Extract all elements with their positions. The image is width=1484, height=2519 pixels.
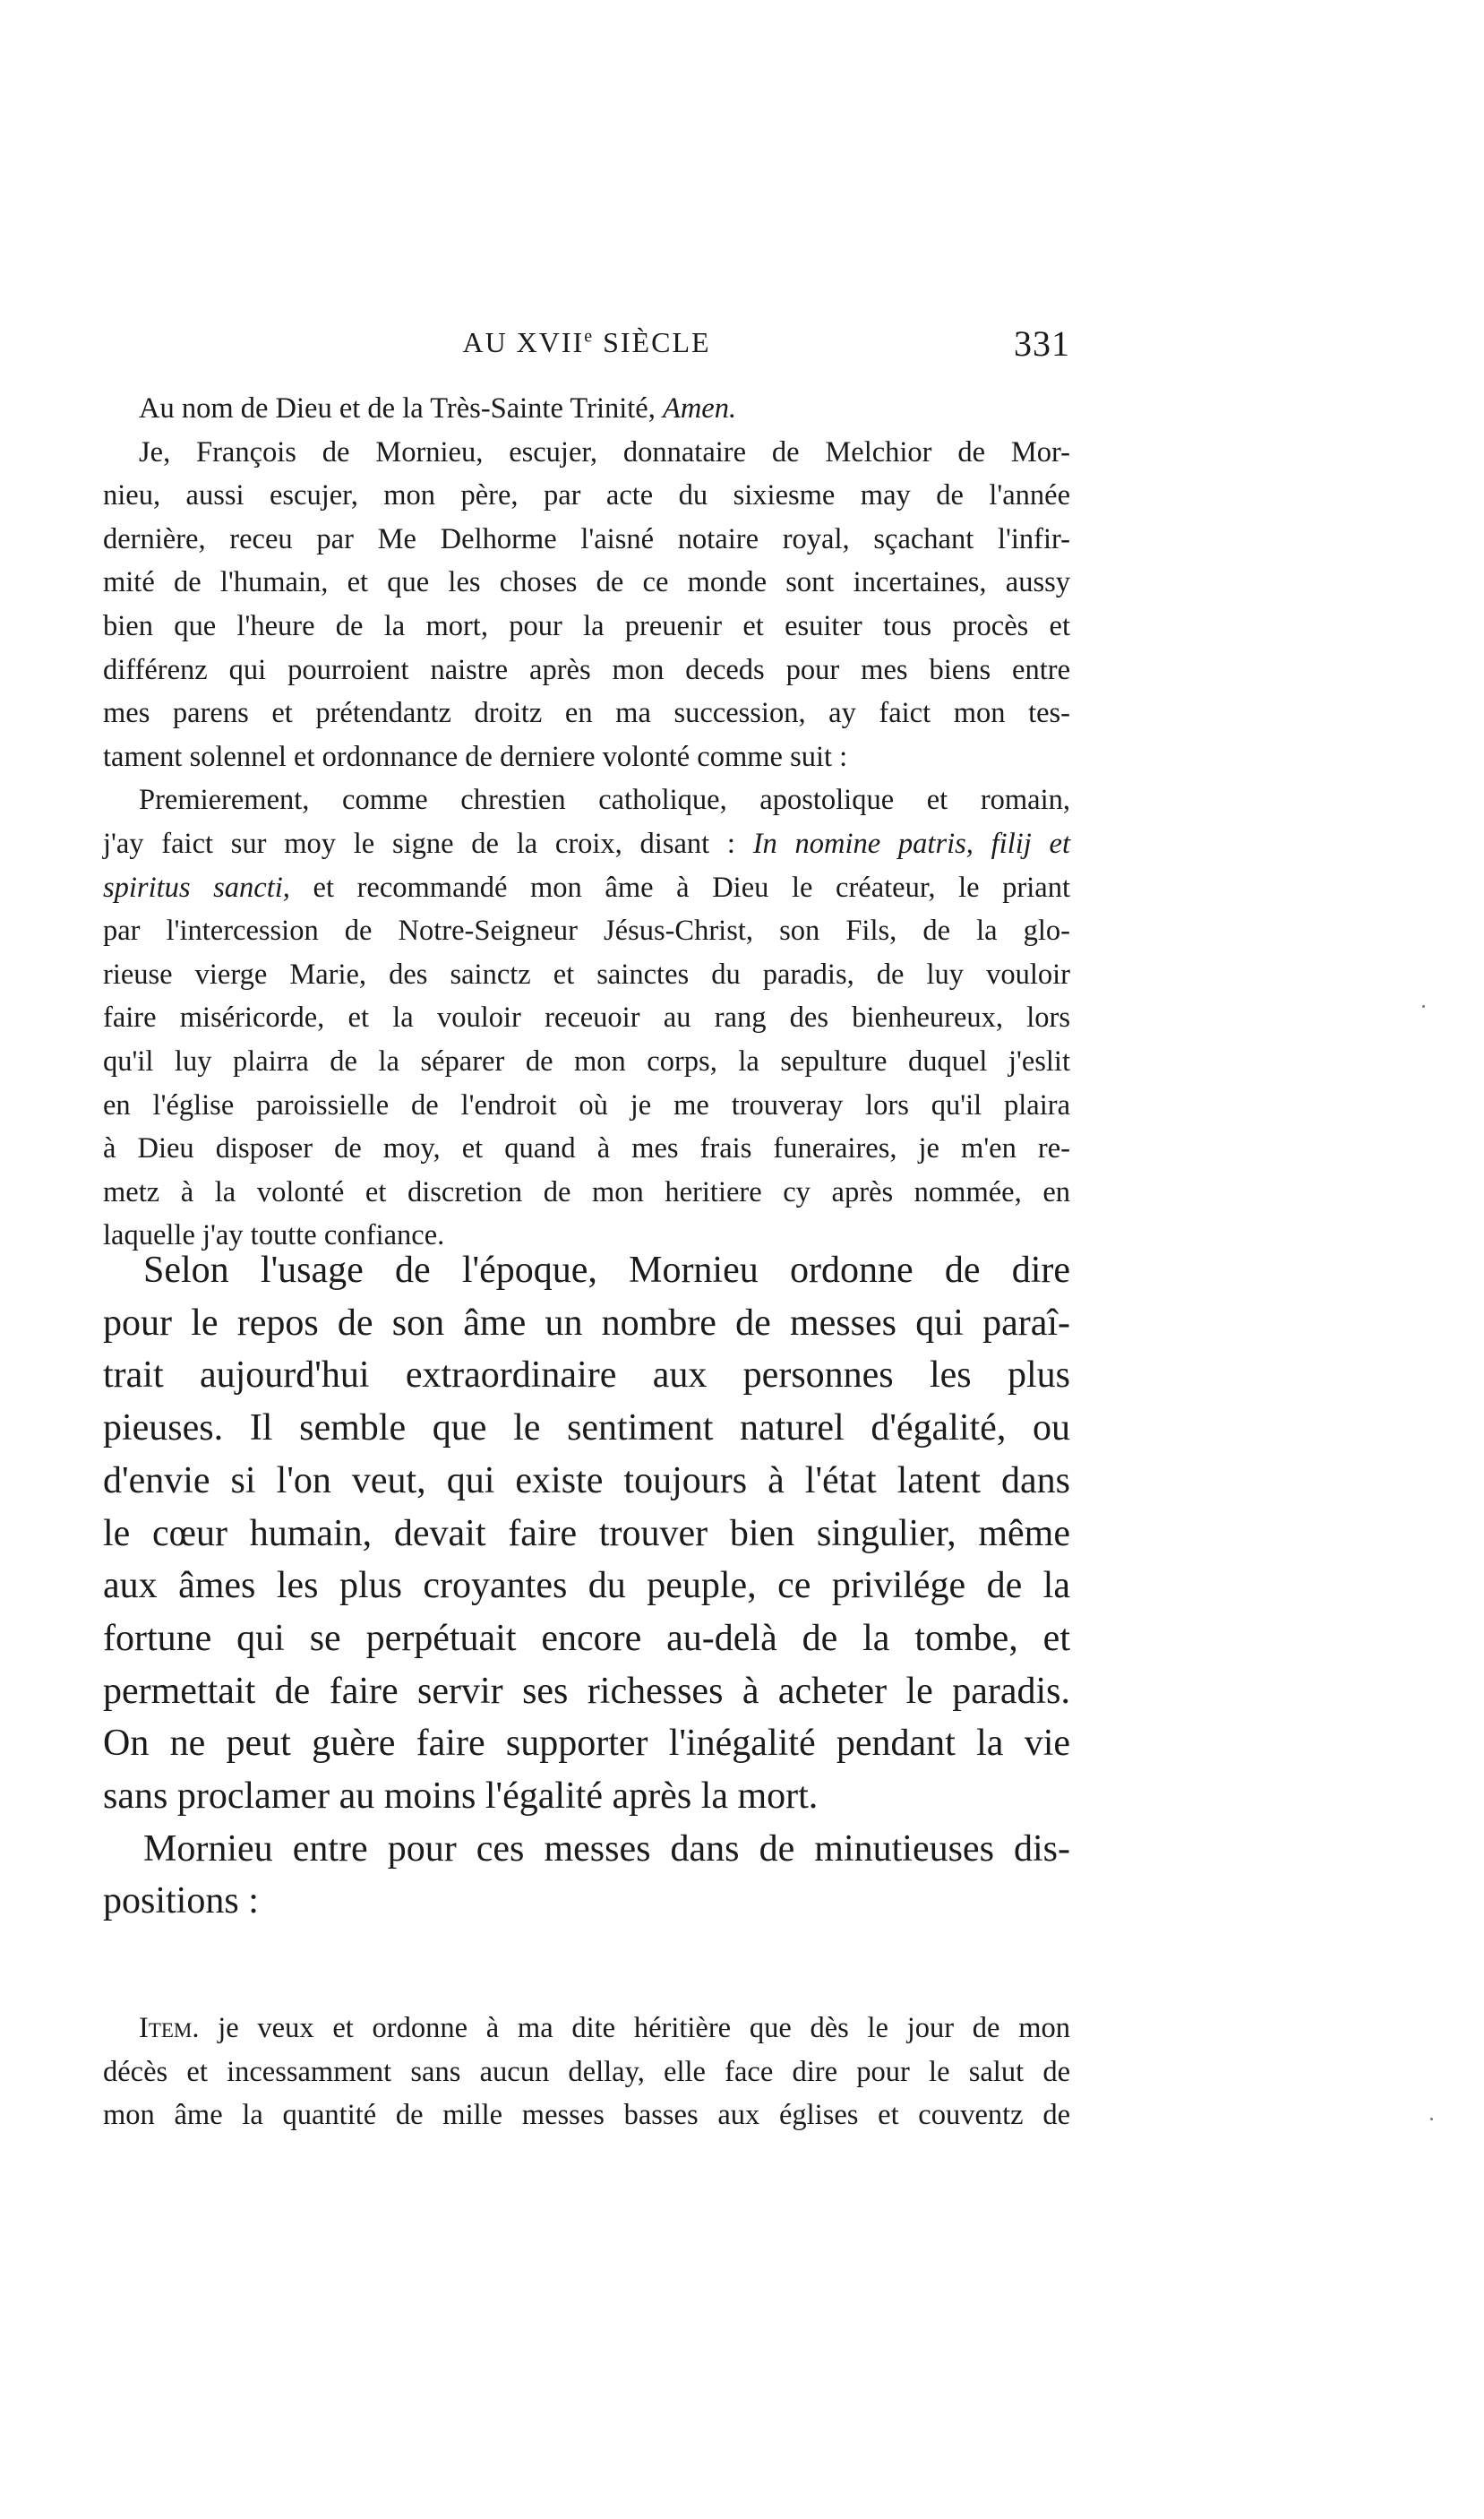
text-line: Je, François de Mornieu, escujer, donnataire de Melchior de Mor- bbox=[139, 435, 1070, 469]
text-line: positions : bbox=[103, 1880, 259, 1922]
item-paragraph bbox=[103, 2007, 1070, 2137]
text-line: Selon l'usage de l'époque, Mornieu ordonne de dire bbox=[143, 1250, 1070, 1291]
text-line: différenz qui pourroient naistre après mon deceds pour mes biens entre bbox=[103, 653, 1070, 686]
text-line: metz à la volonté et discretion de mon heritiere cy après nommée, en bbox=[103, 1175, 1070, 1208]
text-line: permettait de faire servir ses richesses à acheter le paradis. bbox=[103, 1670, 1070, 1712]
text-line: nieu, aussi escujer, mon père, par acte du sixiesme may de l'année bbox=[103, 479, 1070, 512]
page-number: 331 bbox=[1014, 323, 1070, 364]
latin-italic: In nomine patris, filij et bbox=[752, 827, 1070, 860]
scan-speck bbox=[1422, 1005, 1425, 1008]
text-line: laquelle j'ay toutte confiance. bbox=[103, 1219, 445, 1252]
text-line: qu'il luy plairra de la séparer de mon corps, la sepulture duquel j'eslit bbox=[103, 1045, 1070, 1078]
text-line: sans proclamer au moins l'égalité après la mort. bbox=[103, 1775, 819, 1818]
testament-quotation bbox=[103, 387, 1070, 1258]
text-line: faire miséricorde, et la vouloir receuoir au rang des bienheureux, lors bbox=[103, 1002, 1070, 1035]
page-header bbox=[103, 323, 1070, 371]
commentary-paragraph-2 bbox=[103, 1823, 1070, 1928]
running-head bbox=[103, 326, 1070, 359]
text-line: mon âme la quantité de mille messes basses aux églises et couventz de bbox=[103, 2099, 1070, 2132]
scan-speck bbox=[1430, 2118, 1433, 2120]
invocation-line: Au nom de Dieu et de la Très-Sainte Trinité, Amen. bbox=[139, 392, 737, 425]
commentary bbox=[103, 1244, 1070, 1928]
running-head-suffix: SIÈCLE bbox=[594, 326, 711, 358]
text-line: d'envie si l'on veut, qui existe toujours à l'état latent dans bbox=[103, 1459, 1070, 1501]
text-line: On ne peut guère faire supporter l'inégalité pendant la vie bbox=[103, 1723, 1070, 1765]
latin-italic: spiritus sancti, bbox=[103, 871, 290, 904]
text-line: pieuses. Il semble que le sentiment naturel d'égalité, ou bbox=[103, 1407, 1070, 1449]
text-line: Premierement, comme chrestien catholique, apostolique et romain, bbox=[139, 784, 1070, 817]
text-line: décès et incessamment sans aucun dellay, elle face dire pour le salut de bbox=[103, 2055, 1070, 2088]
text-line: en l'église paroissielle de l'endroit où je me trouveray lors qu'il plaira bbox=[103, 1088, 1070, 1122]
text-line: tament solennel et ordonnance de derniere volonté comme suit : bbox=[103, 740, 848, 773]
text-line: fortune qui se perpétuait encore au-delà de la tombe, et bbox=[103, 1617, 1070, 1659]
text-line: dernière, receu par Me Delhorme l'aisné notaire royal, sçachant l'infir- bbox=[103, 522, 1070, 555]
item-quotation bbox=[103, 2007, 1070, 2137]
text-line: mes parens et prétendantz droitz en ma succession, ay faict mon tes- bbox=[103, 697, 1070, 730]
running-head-text: AU XVII bbox=[462, 326, 585, 358]
testament-paragraph-2 bbox=[103, 778, 1070, 1258]
text-line: j'ay faict sur moy le signe de la croix, disant : In nomine patris, filij et bbox=[103, 827, 1070, 860]
text-line: spiritus sancti, et recommandé mon âme à Dieu le créateur, le priant bbox=[103, 871, 1070, 904]
text-line: rieuse vierge Marie, des sainctz et sainctes du paradis, de luy vouloir bbox=[103, 958, 1070, 991]
commentary-paragraph-1 bbox=[103, 1244, 1070, 1823]
text-line: par l'intercession de Notre-Seigneur Jésus-Christ, son Fils, de la glo- bbox=[103, 915, 1070, 948]
text-line: Item. je veux et ordonne à ma dite héritière que dès le jour de mon bbox=[139, 2012, 1070, 2044]
testament-paragraph-1 bbox=[103, 431, 1070, 779]
amen-italic: Amen. bbox=[662, 392, 737, 425]
text-line: mité de l'humain, et que les choses de ce monde sont incertaines, aussy bbox=[103, 566, 1070, 599]
text-line: trait aujourd'hui extraordinaire aux personnes les plus bbox=[103, 1354, 1070, 1397]
text-line: le cœur humain, devait faire trouver bien singulier, même bbox=[103, 1512, 1070, 1554]
text-line: aux âmes les plus croyantes du peuple, ce privilége de la bbox=[103, 1565, 1070, 1607]
text-line: pour le repos de son âme un nombre de messes qui paraî- bbox=[103, 1302, 1070, 1344]
invocation-paragraph bbox=[103, 387, 1070, 431]
text-line: Mornieu entre pour ces messes dans de minutieuses dis- bbox=[143, 1827, 1070, 1870]
running-head-superscript: e bbox=[584, 326, 595, 347]
item-lead: Item. bbox=[139, 2012, 200, 2044]
text-line: à Dieu disposer de moy, et quand à mes frais funeraires, je m'en re- bbox=[103, 1132, 1070, 1165]
text-line: bien que l'heure de la mort, pour la preuenir et esuiter tous procès et bbox=[103, 609, 1070, 642]
